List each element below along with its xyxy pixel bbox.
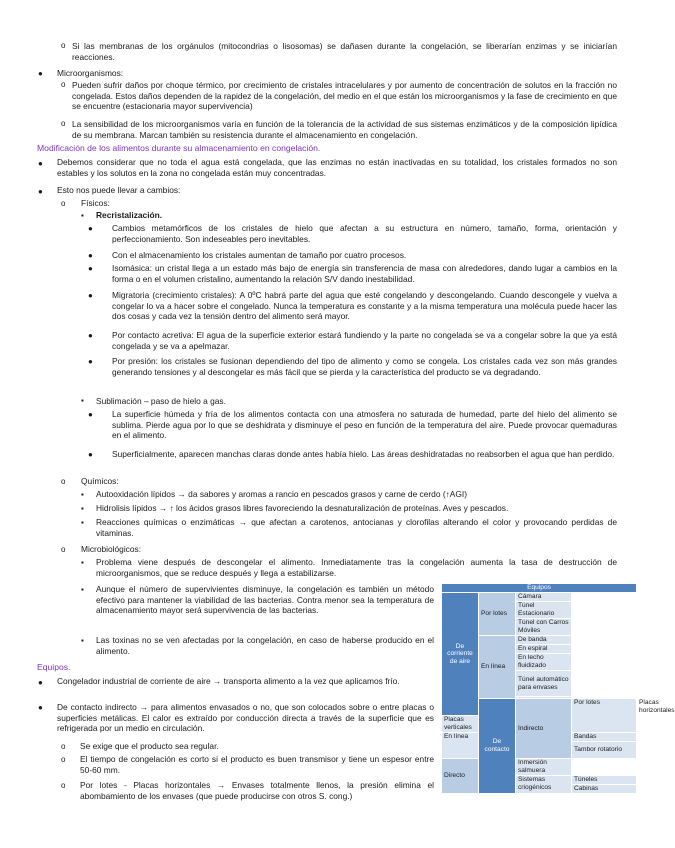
paragraph-r2: Con el almacenamiento los cristales aumentan de tamaño por cuatro procesos. — [112, 250, 407, 260]
table-cell-tambor: Tambor rotatorio — [572, 742, 637, 759]
paragraph-r3: Isomásica: un cristal llega a un estado más bajo de energía sin transferencia de masa con alrededores, dando lugar a cambios en la forma o en el volumen cristalino, aumentando la relación S/V dando inestabilidad. — [112, 263, 617, 284]
table-cell-bandas: Bandas — [572, 733, 637, 742]
bullet-circle: o — [61, 119, 66, 128]
paragraph-r1: Cambios metamórficos de los cristales de hielo que afectan a su estructura en número, tamaño, forma, orientación y perfeccionamiento. Son indeseables pero inevitables. — [112, 223, 617, 244]
table-title: Equipos — [442, 584, 637, 593]
bullet-dot: ● — [38, 678, 43, 687]
bullet-circle: o — [61, 781, 66, 790]
paragraph-considerar: Debemos considerar que no toda el agua está congelada, que las enzimas no están inactivadas en su totalidad, los cristales formados no son estables y los solutos en la zona no congelada están muy concentradas. — [57, 157, 617, 178]
paragraph-e1: Congelador industrial de corriente de aire → transporta alimento a la vez que aplicamos frío. — [57, 676, 400, 686]
table-cell-de-banda: De banda — [516, 636, 572, 645]
paragraph-r5: Por contacto acretiva: El agua de la superficie exterior estará fundiendo y la parte no congelada se va a congelar sobre la que ya está congelada y se va a apelmazar. — [112, 330, 617, 351]
bullet-square: ▪ — [81, 504, 84, 513]
paragraph-e2c: Por lotes - Placas horizontales → Envases totalmente llenos, la presión elimina el abombamiento de los envases (que puede producirse con otros S. cong.) — [80, 780, 434, 801]
bullet-square: ▪ — [81, 585, 84, 594]
bullet-dot: ● — [88, 410, 93, 419]
paragraph-r4: Migratoria (crecimiento cristales): A 0ºC habrá parte del agua que esté congelando y descongelando. Cuando descongele y vuelva a congelar lo va a hacer sobre el congelado. Nunca la temperatura es constante y a la misma temperatura una molécula puede hacer las dos cosas y cada vez la tensión dentro del alimento será mayor. — [112, 290, 617, 322]
table-cell-en-espiral: En espiral — [516, 645, 572, 654]
table-cell-empty — [572, 654, 637, 671]
bullet-circle: o — [61, 742, 66, 751]
paragraph-e2b: El tiempo de congelación es corto si el producto es buen transmisor y tiene un espesor entre 50-60 mm. — [80, 754, 434, 775]
heading-equipos: Equipos. — [37, 662, 71, 672]
bullet-circle: o — [61, 477, 66, 486]
table-cell-tunel-estacionario: Túnel Estacionario — [516, 602, 572, 619]
bullet-dot: ● — [38, 159, 43, 168]
table-cell-empty — [572, 619, 637, 636]
table-cell-tuneles: Túneles — [572, 776, 637, 785]
bullet-square: ▪ — [81, 490, 84, 499]
paragraph-e2a: Se exige que el producto sea regular. — [80, 741, 219, 751]
paragraph-q2: Hidrolisis lípidos → ↑ los ácidos grasos libres favoreciendo la desnaturalización de proteínas. Aves y pescados. — [96, 503, 509, 513]
table-cell-en-linea: En línea — [479, 636, 516, 699]
table-cell-por-lotes: Por lotes — [479, 593, 516, 636]
table-cell-corriente: De corriente de aire — [442, 593, 479, 716]
bullet-circle: o — [61, 80, 66, 89]
table-cell-inmersion: Inmersión salmuera — [516, 759, 572, 776]
table-cell-empty — [572, 602, 637, 619]
table-cell-empty — [572, 636, 637, 645]
label-microbiologicos: Microbiológicos: — [81, 544, 142, 554]
table-cell-empty — [572, 645, 637, 654]
bullet-square: ▪ — [81, 636, 84, 645]
paragraph-e2: De contacto indirecto → para alimentos envasados o no, que son colocados sobre o entre placas o superficies metálicas. El calor es extraído por conducción directa a través de la superficie que es refrigerada por un medio en circulación. — [57, 702, 434, 734]
bullet-circle: o — [61, 755, 66, 764]
bullet-dot: ● — [88, 251, 93, 260]
bullet-square: ▪ — [81, 211, 84, 220]
table-cell-camara: Cámara — [516, 593, 572, 602]
bullet-dot: ● — [88, 291, 93, 300]
table-cell-en-linea-2: En línea — [442, 733, 479, 759]
label-sublimacion: Sublimación – paso de hielo a gas. — [96, 396, 226, 406]
bullet-dot: ● — [88, 357, 93, 366]
table-cell-empty — [572, 759, 637, 776]
table-cell-empty — [572, 671, 637, 697]
bullet-circle: o — [61, 545, 66, 554]
bullet-dot: ● — [38, 703, 43, 712]
paragraph-s1: La superficie húmeda y fría de los alimentos contacta con una atmosfera no saturada de humedad, parte del hielo del alimento se sublima. Pierde agua por lo que se deshidrata y disminuye el peso en función de la temperatura del aire. Puede provocar quemaduras en el alimento. — [112, 409, 617, 441]
heading-modificacion: Modificación de los alimentos durante su almacenamiento en congelación. — [37, 143, 321, 153]
table-cell-por-lotes-2: Por lotes — [572, 699, 637, 733]
table-cell-tunel-carros: Túnel con Carros Móviles — [516, 619, 572, 636]
table-cell-placas-verticales: Placas verticales — [442, 716, 479, 733]
label-quimicos: Químicos: — [81, 476, 119, 486]
table-cell-en-lecho: En lecho fluidizado — [516, 654, 572, 671]
table-cell-empty — [572, 593, 637, 602]
label-microorganismos: Microorganismos: — [57, 68, 124, 78]
table-cell-cabinas: Cabinas — [572, 785, 637, 794]
paragraph-membranas: Si las membranas de los orgánulos (mitocondrias o lisosomas) se dañasen durante la congelación, se liberarían enzimas y se iniciarían reacciones. — [72, 41, 617, 62]
label-fisicos: Físicos: — [81, 198, 110, 208]
bullet-dot: ● — [38, 187, 43, 196]
paragraph-r6: Por presión: los cristales se fusionan dependiendo del tipo de alimento y como se congela. Los cristales cada vez son más grandes generando tensiones y al descongelar es más fácil que se pierda y la característica del producto se va degradando. — [112, 356, 617, 377]
label-recristalizacion: Recristalización. — [96, 210, 163, 220]
bullet-square: ▪ — [81, 396, 84, 405]
paragraph-micro-2: La sensibilidad de los microorganismos varía en función de la tolerancia de la actividad de sus sistemas enzimáticos y de la composición lipídica de su membrana. Marcan también su resistencia durante el almacenamiento en congelación. — [72, 119, 617, 140]
bullet-dot: ● — [88, 450, 93, 459]
bullet-square: ▪ — [81, 558, 84, 567]
paragraph-m1: Problema viene después de descongelar el alimento. Inmediatamente tras la congelación aumenta la tasa de destrucción de microorganismos, que se reduce después y llega a estabilizarse. — [96, 557, 617, 578]
bullet-dot: ● — [88, 331, 93, 340]
bullet-circle: o — [61, 199, 66, 208]
paragraph-micro-1: Pueden sufrir daños por choque térmico, por crecimiento de cristales intracelulares y por aumento de concentración de solutos en la fracción no congelada. Estos daños dependen de la rapidez de la congelación, del medio en el que están los microorganismos y la fase de crecimiento en que se encuentre (estacionaria mayor supervivencia) — [72, 80, 617, 112]
equipos-table: Equipos De corriente de aire Por lotes Cámara Túnel Estacionario Túnel con Carros Móviles En línea De banda En espiral En lecho fluidizado Túnel automático para envases De contacto Indirecto Por lotes Placas horizontales Placas verticales En línea Bandas Tambor rotatorio Directo Inmersión salmuera Sistemas criogénicos Túneles Cabinas — [441, 583, 637, 794]
bullet-square: ▪ — [81, 518, 84, 527]
paragraph-q3: Reacciones químicas o enzimáticas → que afectan a carotenos, antocianas y clorofilas alterando el color y provocando perdidas de vitaminas. — [96, 517, 617, 538]
bullet-circle: o — [61, 41, 66, 50]
paragraph-q1: Autooxidación lípidos → da sabores y aromas a rancio en pescados grasos y carne de cerdo (↑AGI) — [96, 489, 468, 499]
table-cell-sistemas: Sistemas criogénicos — [516, 776, 572, 794]
bullet-dot: ● — [88, 264, 93, 273]
bullet-dot: ● — [38, 69, 43, 78]
paragraph-m2: Aunque el número de supervivientes disminuye, la congelación es también un método efectivo para mantener la viabilidad de las bacterias. Contra menor sea la temperatura de almacenamiento mayor será supervivencia de las bacterias. — [96, 584, 434, 616]
paragraph-s2: Superficialmente, aparecen manchas claras donde antes había hielo. Las áreas deshidratadas no reabsorben el agua que han perdido. — [112, 449, 615, 459]
table-cell-de-contacto: De contacto — [479, 699, 516, 794]
paragraph-m3: Las toxinas no se ven afectadas por la congelación, en caso de haberse producido en el alimento. — [96, 635, 434, 656]
paragraph-cambios: Esto nos puede llevar a cambios: — [57, 185, 181, 195]
bullet-dot: ● — [88, 224, 93, 233]
table-cell-directo: Directo — [442, 759, 479, 794]
table-cell-indirecto: Indirecto — [516, 699, 572, 759]
table-cell-tunel-automatico: Túnel automático para envases — [516, 671, 572, 697]
